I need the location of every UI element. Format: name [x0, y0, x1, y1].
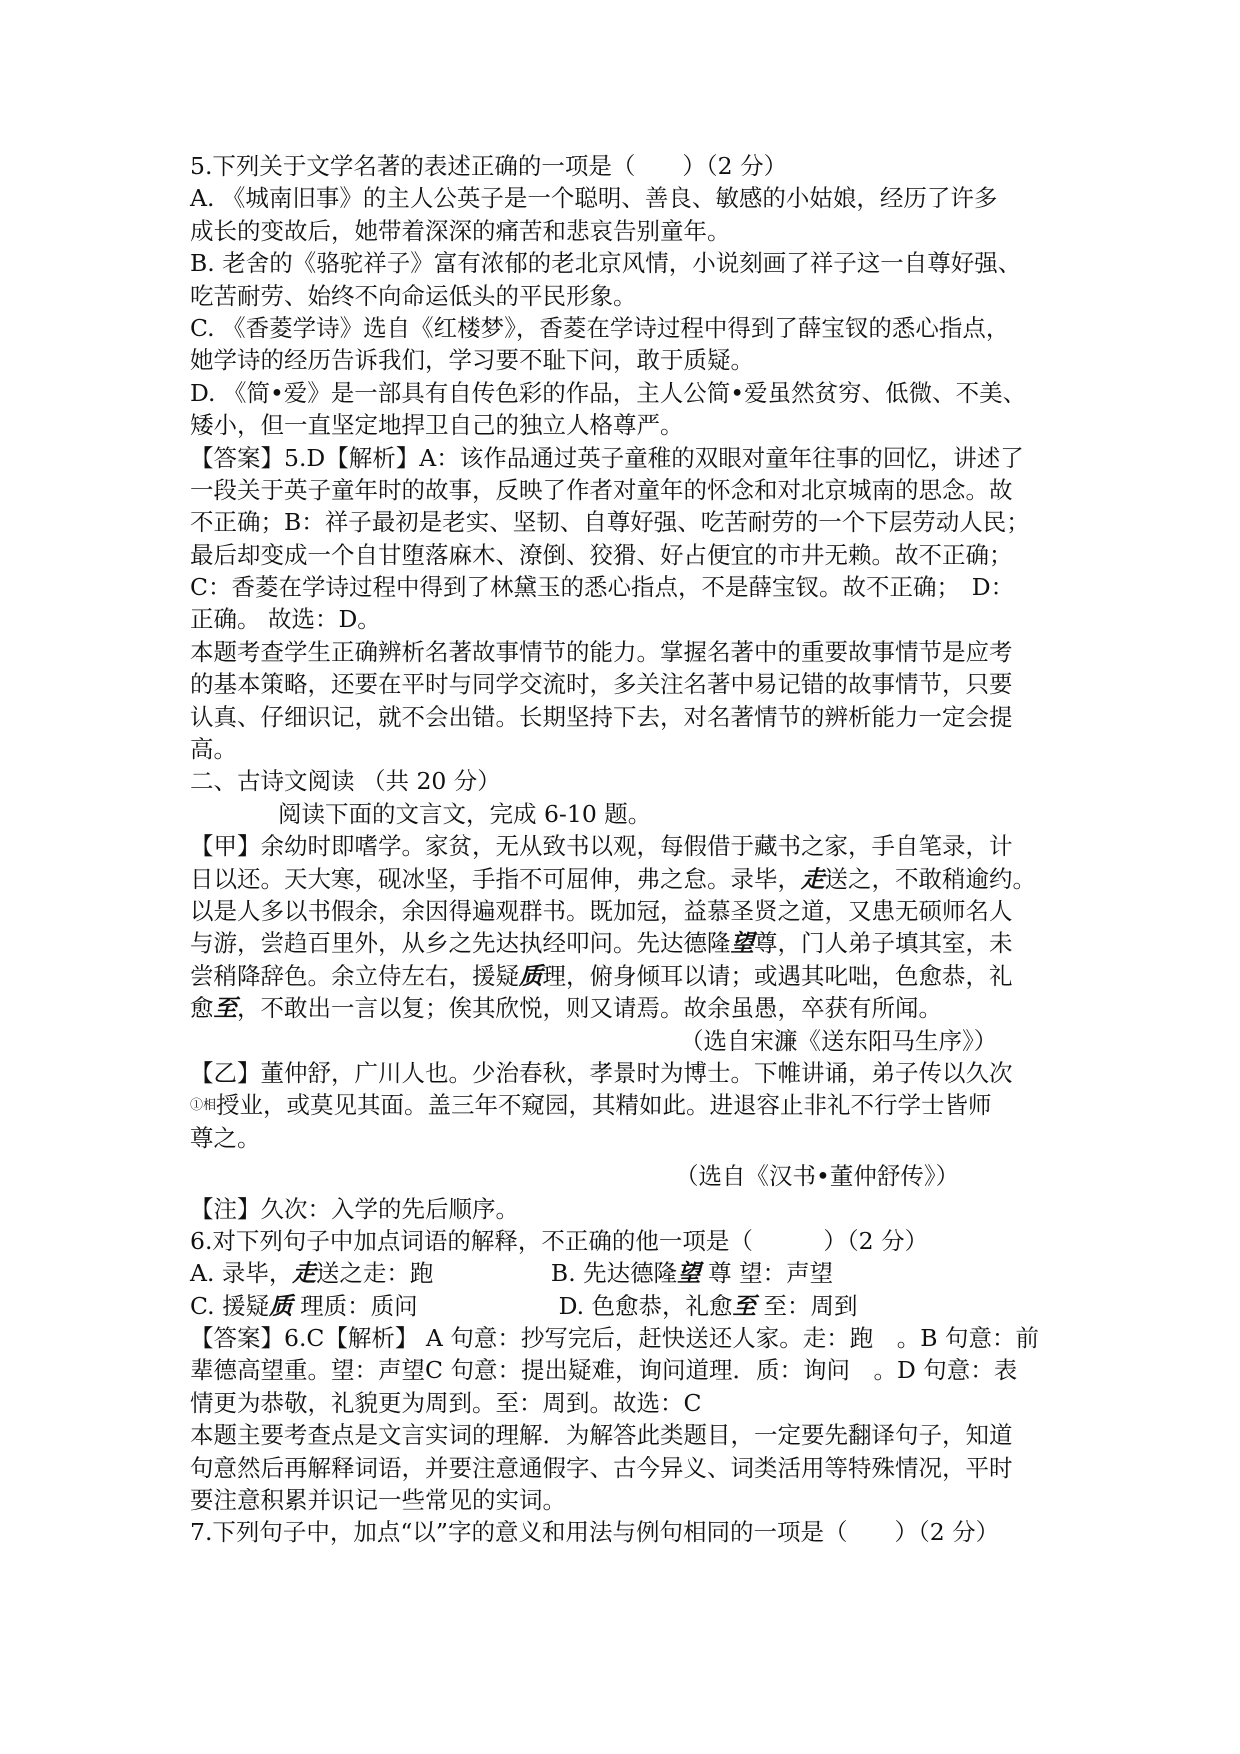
text-segment: 愈: [190, 994, 214, 1023]
dotted-word-zou: 走: [292, 1259, 316, 1288]
option-d-line-2: 矮小，但一直坚定地捍卫自己的独立人格尊严。: [190, 411, 684, 440]
passage-jia-line-6: [190, 992, 1070, 1024]
text-segment: 送之走：跑 B. 先达德隆: [315, 1259, 678, 1288]
text-segment: 尊 望：声望: [700, 1259, 834, 1288]
text-segment: 理质：质问 D. 色愈恭，礼愈: [292, 1291, 733, 1320]
text-segment: 尊，门人弟子填其室，未: [754, 929, 1013, 958]
passage-yi-line-1: 【乙】董仲舒，广川人也。少治春秋，孝景时为博士。下帷讲诵，弟子传以久次: [190, 1058, 1013, 1087]
option-b-line-1: B. 老舍的《骆驼祥子》富有浓郁的老北京风情，小说刻画了祥子这一自尊好强、: [190, 249, 1022, 278]
passage-yi-source: （选自《汉书•董仲舒传》）: [675, 1162, 960, 1191]
document-page: [190, 150, 1070, 1549]
option-b-line-2: 吃苦耐劳、始终不向命运低头的平民形象。: [190, 281, 637, 310]
analysis-5-line-3: 认真、仔细识记，就不会出错。长期坚持下去，对名著情节的辨析能力一定会提: [190, 702, 1013, 731]
dotted-word-zou: 走: [801, 864, 825, 893]
answer-5-line-5: C：香菱在学诗过程中得到了林黛玉的悉心指点，不是薛宝钗。故不正确； D：: [190, 573, 1015, 602]
passage-yi-line-3: 尊之。: [190, 1123, 261, 1152]
analysis-6-line-2: 句意然后再解释词语，并要注意通假字、古今异义、词类活用等特殊情况，平时: [190, 1453, 1013, 1482]
footnote-marker: ①相: [190, 1098, 217, 1114]
analysis-5-line-2: 的基本策略，还要在平时与同学交流时，多关注名著中易记错的故事情节，只要: [190, 670, 1013, 699]
text-segment: A. 录毕，: [190, 1259, 293, 1288]
answer-6-line-1: 【答案】6.C【解析】 A 句意：抄写完后，赶快送还人家。走：跑 。B 句意：前: [190, 1324, 1040, 1353]
option-c-line-1: C. 《香菱学诗》选自《红楼梦》，香菱在学诗过程中得到了薛宝钗的悉心指点，: [190, 313, 1010, 342]
dotted-word-zhi: 质: [269, 1291, 293, 1320]
passage-jia-line-3: 以是人多以书假余，余因得遍观群书。既加冠，益慕圣贤之道，又患无硕师名人: [190, 896, 1013, 925]
answer-5-line-2: 一段关于英子童年时的故事，反映了作者对童年的怀念和对北京城南的思念。故: [190, 475, 1013, 504]
question-6-options-cd: [190, 1290, 1070, 1322]
passage-jia-source: （选自宋濂《送东阳马生序》）: [680, 1026, 998, 1055]
answer-5-line-1: 【答案】5.D【解析】A：该作品通过英子童稚的双眼对童年往事的回忆，讲述了: [190, 443, 1024, 472]
text-segment: ，不敢出一言以复；俟其欣悦，则又请焉。故余虽愚，卒获有所闻。: [237, 994, 942, 1023]
text-segment: 授业，或莫见其面。盖三年不窥园，其精如此。进退容止非礼不行学士皆师: [216, 1091, 992, 1120]
answer-5-line-4: 最后却变成一个自甘堕落麻木、潦倒、狡猾、好占便宜的市井无赖。故不正确；: [190, 540, 1013, 569]
question-6-stem: 6.对下列句子中加点词语的解释，不正确的他一项是（ ）（2 分）: [190, 1226, 929, 1255]
answer-6-line-3: 情更为恭敬，礼貌更为周到。至：周到。故选：C: [190, 1388, 702, 1417]
footnote: 【注】久次：入学的先后顺序。: [190, 1194, 519, 1223]
question-7-stem: 7.下列句子中，加点“以”字的意义和用法与例句相同的一项是（ ）（2 分）: [190, 1518, 1000, 1547]
text-segment: 理，俯身倾耳以请；或遇其叱咄，色愈恭，礼: [542, 961, 1013, 990]
dotted-word-zhi2: 至: [732, 1291, 757, 1320]
text-segment: C. 援疑: [190, 1291, 270, 1320]
answer-5-line-3: 不正确；B：祥子最初是老实、坚韧、自尊好强、吃苦耐劳的一个下层劳动人民；: [190, 508, 1030, 537]
passage-jia-line-1: 【甲】余幼时即嗜学。家贫，无从致书以观，每假借于藏书之家，手自笔录，计: [190, 832, 1013, 861]
passage-jia-line-2: [190, 863, 1070, 895]
option-c-line-2: 她学诗的经历告诉我们，学习要不耻下问，敢于质疑。: [190, 346, 754, 375]
dotted-word-zhi: 质: [519, 961, 543, 990]
option-a-line-2: 成长的变故后，她带着深深的痛苦和悲哀告别童年。: [190, 216, 731, 245]
question-6-options-ab: [190, 1257, 1070, 1289]
analysis-6-line-3: 要注意积累并识记一些常见的实词。: [190, 1486, 566, 1515]
answer-6-line-2: 辈德高望重。望：声望C 句意：提出疑难，询问道理．质：询问 。D 句意：表: [190, 1356, 1018, 1385]
passage-jia-line-4: [190, 927, 1070, 959]
section-heading: 二、古诗文阅读 （共 20 分）: [190, 767, 501, 796]
dotted-word-zhi2: 至: [213, 994, 237, 1023]
analysis-5-line-1: 本题考查学生正确辨析名著故事情节的能力。掌握名著中的重要故事情节是应考: [190, 637, 1013, 666]
option-d-line-1: D. 《简•爱》是一部具有自传色彩的作品，主人公简•爱虽然贫穷、低微、不美、: [190, 378, 1027, 407]
text-segment: 日以还。天大寒，砚冰坚，手指不可屈伸，弗之怠。录毕，: [190, 864, 801, 893]
option-a-line-1: A. 《城南旧事》的主人公英子是一个聪明、善良、敏感的小姑娘，经历了许多: [190, 184, 998, 213]
analysis-5-line-4: 高。: [190, 735, 237, 764]
text-segment: 与游，尝趋百里外，从乡之先达执经叩问。先达德隆: [190, 929, 731, 958]
question-5-stem: 5.下列关于文学名著的表述正确的一项是（ ）（2 分）: [190, 152, 788, 180]
reading-instruction: 阅读下面的文言文，完成 6-10 题。: [278, 799, 652, 828]
passage-jia-line-5: [190, 960, 1070, 992]
text-segment: 至：周到: [756, 1291, 858, 1320]
text-segment: 尝稍降辞色。余立侍左右，援疑: [190, 961, 519, 990]
answer-5-line-6: 正确。 故选：D。: [190, 605, 381, 634]
dotted-word-wang: 望: [677, 1259, 701, 1288]
text-segment: 送之，不敢稍逾约。: [824, 864, 1036, 893]
passage-yi-line-2: [190, 1089, 1070, 1121]
dotted-word-wang: 望: [730, 929, 754, 958]
analysis-6-line-1: 本题主要考查点是文言实词的理解．为解答此类题目，一定要先翻译句子，知道: [190, 1421, 1013, 1450]
